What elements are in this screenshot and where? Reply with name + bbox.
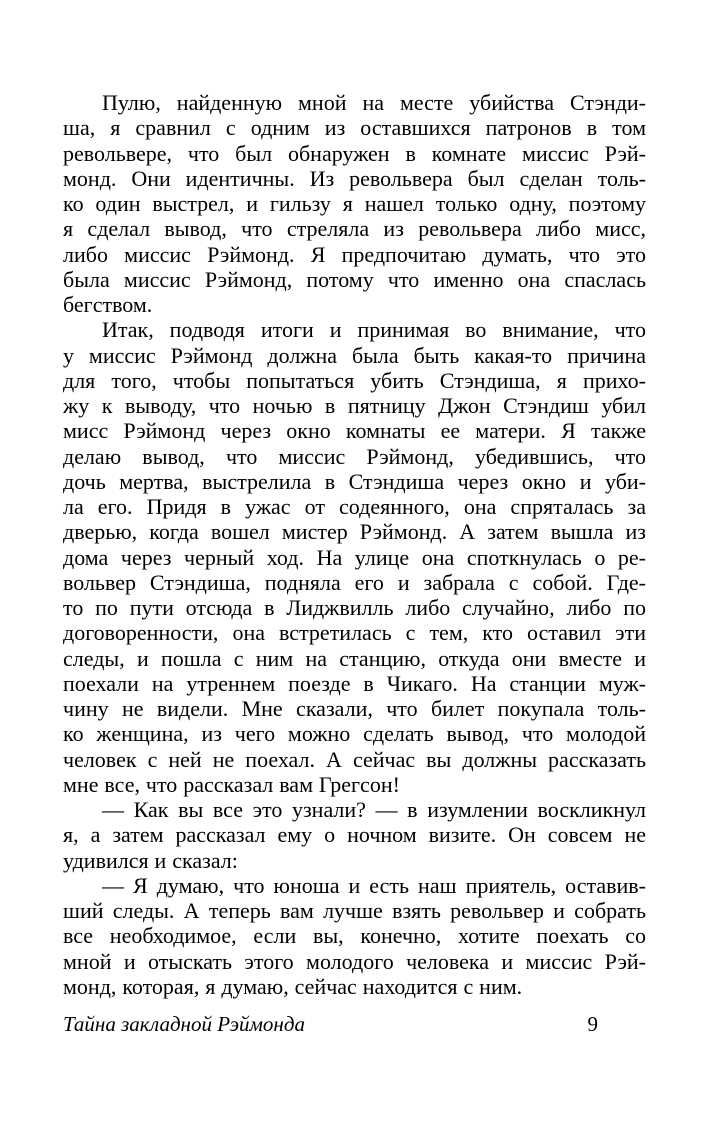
text-line: ший следы. А теперь вам лучше взять револьвер и собрать (63, 898, 646, 923)
text-line: мисс Рэймонд через окно комнаты ее матери. Я также (63, 418, 646, 444)
text-line: для того, чтобы попытаться убить Стэндиша, я прихо- (63, 367, 646, 393)
paragraph (63, 873, 646, 999)
paragraph (63, 90, 646, 317)
text-line: ко один выстрел, и гильзу я нашел только одну, поэтому (63, 191, 646, 216)
text-line: дочь мертва, выстрелила в Стэндиша через окно и уби- (63, 468, 646, 494)
paragraph (63, 797, 646, 873)
text-line: то по пути отсюда в Лиджвилль либо случайно, либо по (63, 595, 646, 620)
text-line: — Я думаю, что юноша и есть наш приятель, оставив- (102, 872, 646, 898)
text-line: монд, которая, я думаю, сейчас находится с ним. (63, 973, 523, 999)
text-line: монд. Они идентичны. Из револьвера был сделан толь- (63, 165, 646, 191)
text-line: договоренности, она встретилась с тем, кто оставил эти (63, 620, 646, 646)
text-line: ла его. Придя в ужас от содеянного, она спряталась за (63, 494, 646, 519)
text-line: поехали на утреннем поезде в Чикаго. На станции муж- (63, 670, 646, 696)
text-line: либо миссис Рэймонд. Я предпочитаю думать, что это (63, 241, 646, 267)
text-line: следы, и пошла с ним на станцию, откуда они вместе и (63, 645, 646, 671)
text-line: делаю вывод, что миссис Рэймонд, убедившись, что (63, 443, 646, 469)
text-line: у миссис Рэймонд должна была быть какая-то причина (63, 342, 646, 368)
footer-page-number: 9 (587, 1012, 598, 1036)
text-line: дверью, когда вошел мистер Рэймонд. А затем вышла из (63, 519, 646, 545)
footer (63, 1012, 646, 1037)
text-line: я сделал вывод, что стреляла из револьвера либо мисс, (63, 216, 646, 242)
text-line: мне все, что рассказал вам Грегсон! (63, 771, 400, 797)
text-line: ша, я сравнил с одним из оставшихся патронов в том (63, 115, 646, 141)
text-line: человек с ней не поехал. А сейчас вы должны рассказать (63, 746, 646, 772)
text-line: Пулю, найденную мной на месте убийства Стэнди- (102, 90, 646, 115)
text-line: вольвер Стэндиша, подняла его и забрала с собой. Где- (63, 569, 646, 595)
text-line: я, а затем рассказал ему о ночном визите. Он совсем не (63, 822, 646, 848)
text-line: все необходимое, если вы, конечно, хотите поехать со (63, 923, 646, 949)
text-line: чину не видели. Мне сказали, что билет покупала толь- (63, 696, 646, 721)
text-line: была миссис Рэймонд, потому что именно она спаслась (63, 266, 646, 292)
text-line: мной и отыскать этого молодого человека и миссис Рэй- (63, 948, 646, 974)
text-line: жу к выводу, что ночью в пятницу Джон Стэндиш убил (63, 393, 646, 418)
footer-book-title: Тайна закладной Рэймонда (63, 1012, 305, 1036)
text-line: Итак, подводя итоги и принимая во внимание, что (102, 317, 646, 343)
paragraph (63, 317, 646, 797)
text-line: бегством. (63, 292, 153, 317)
text-line: — Как вы все это узнали? — в изумлении воскликнул (102, 797, 646, 822)
text-block (63, 90, 646, 999)
text-line: удивился и сказал: (63, 847, 238, 873)
text-line: ко женщина, из чего можно сделать вывод, что молодой (63, 721, 646, 747)
text-line: дома через черный ход. На улице она споткнулась о ре- (63, 544, 646, 570)
text-line: револьвере, что был обнаружен в комнате миссис Рэй- (63, 140, 646, 166)
